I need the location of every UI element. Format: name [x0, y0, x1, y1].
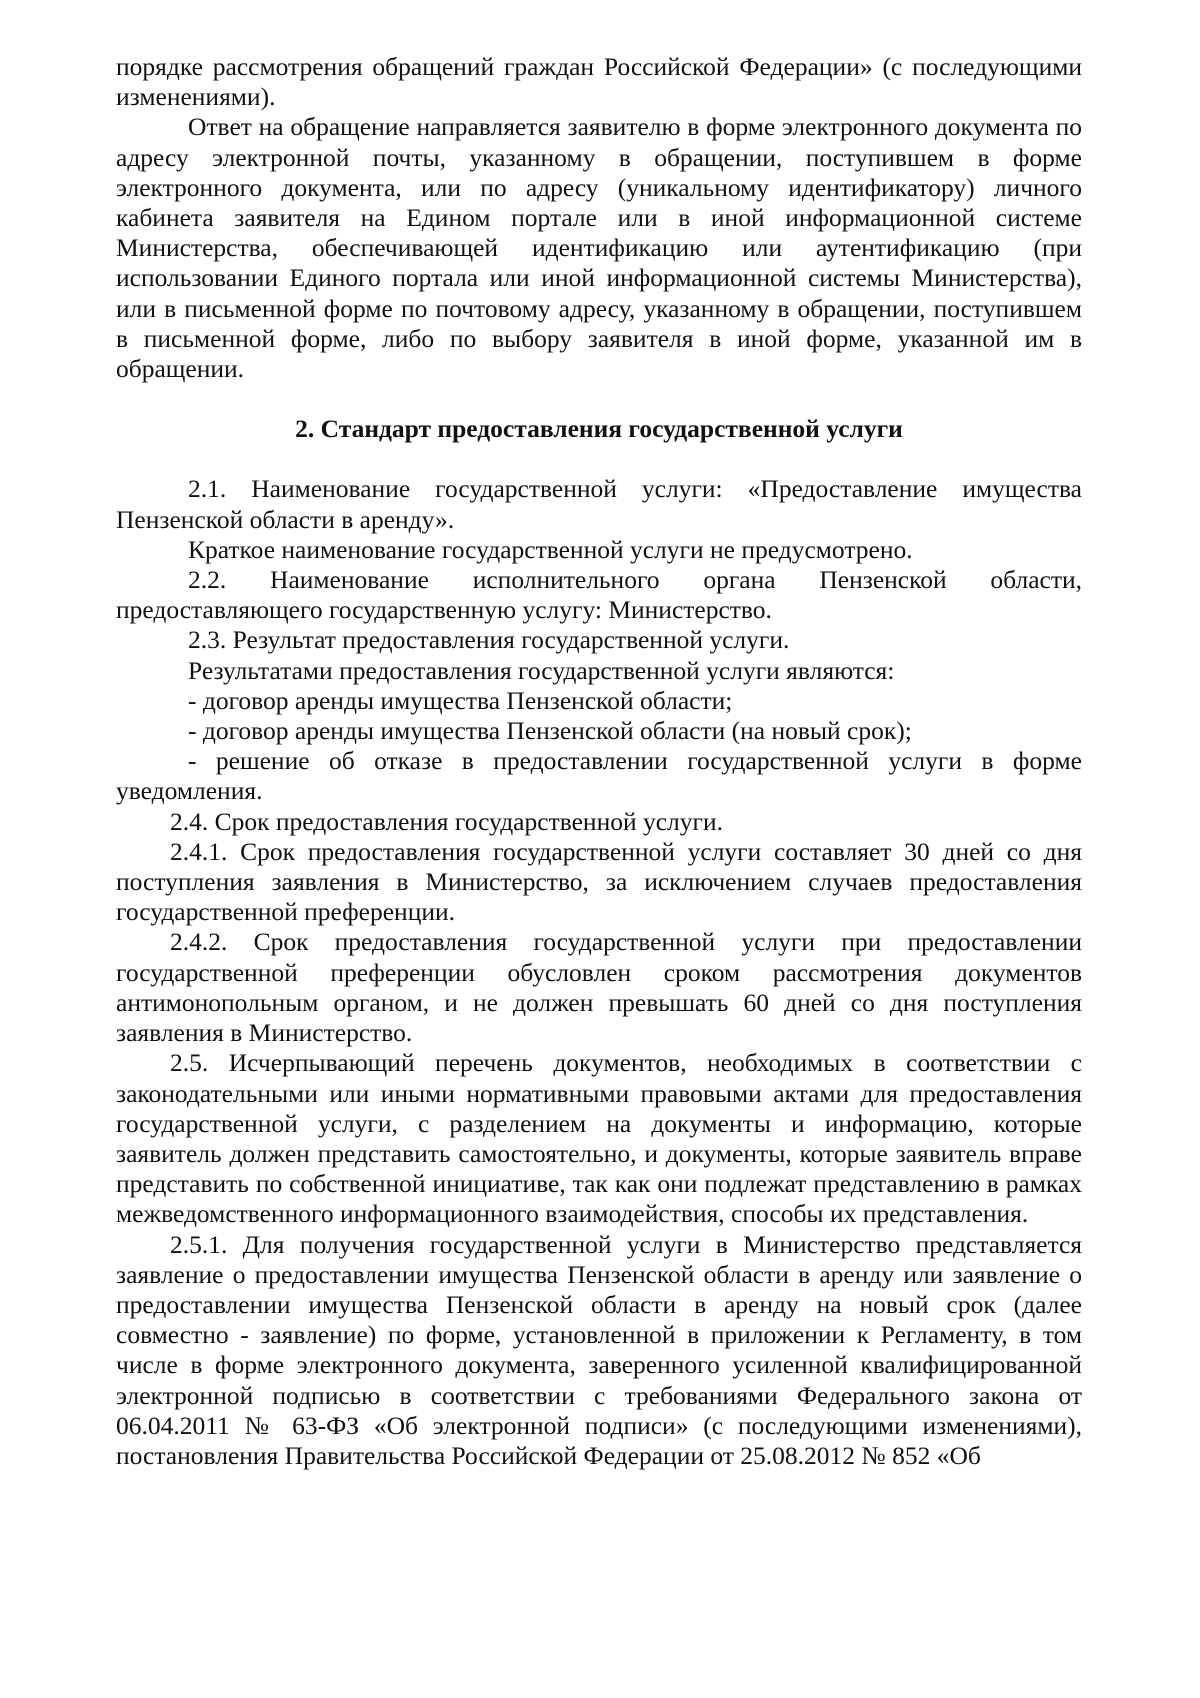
paragraph-2-5-1: 2.5.1. Для получения государственной услуги в Министерство представляется заявление о предоставлении имущества Пензенской области в аренду или заявление о предоставлении имущества Пензенской области в аренду на новый срок (далее совместно - заявление) по форме, установленной в приложении к Регламенту, в том числе в форме электронного документа, заверенного усиленной квалифицированной электронной подписью в соответствии с требованиями Федерального закона от 06.04.2011 № 63-ФЗ «Об электронной подписи» (с последующими изменениями), постановления Правительства Российской Федерации от 25.08.2012 № 852 «Об [116, 1229, 1082, 1470]
document-page [116, 52, 1082, 1471]
paragraph-2-4-1: 2.4.1. Срок предоставления государственной услуги составляет 30 дней со дня поступления заявления в Министерство, за исключением случаев предоставления государственной преференции. [116, 836, 1082, 927]
list-item-refusal-decision: - решение об отказе в предоставлении государственной услуги в форме уведомления. [116, 746, 1082, 806]
paragraph-2-3: 2.3. Результат предоставления государственной услуги. [188, 625, 790, 655]
paragraph-2-4: 2.4. Срок предоставления государственной услуги. [170, 806, 724, 836]
paragraph-response-delivery: Ответ на обращение направляется заявителю в форме электронного документа по адресу электронной почты, указанному в обращении, поступившем в форме электронного документа, или по адресу (уникальному идентификатору) личного кабинета заявителя на Едином портале или в иной информационной системе Министерства, обеспечивающей идентификацию или аутентификацию (при использовании Единого портала или иной информационной системы Министерства), или в письменной форме по почтовому адресу, указанному в обращении, поступившем в письменной форме, либо по выбору заявителя в иной форме, указанной им в обращении. [116, 112, 1082, 384]
list-item-lease-contract-new-term: - договор аренды имущества Пензенской области (на новый срок); [188, 716, 912, 746]
paragraph-short-name: Краткое наименование государственной услуги не предусмотрено. [188, 534, 913, 564]
paragraph-2-5: 2.5. Исчерпывающий перечень документов, необходимых в соответствии с законодательными или иными нормативными правовыми актами для предоставления государственной услуги, с разделением на документы и информацию, которые заявитель должен представить самостоятельно, и документы, которые заявитель вправе представить по собственной инициативе, так как они подлежат представлению в рамках межведомственного информационного взаимодействия, способы их представления. [116, 1048, 1082, 1229]
list-item-lease-contract: - договор аренды имущества Пензенской области; [188, 685, 733, 715]
paragraph-2-4-2: 2.4.2. Срок предоставления государственной услуги при предоставлении государственной преференции обусловлен сроком рассмотрения документов антимонопольным органом, и не должен превышать 60 дней со дня поступления заявления в Министерство. [116, 927, 1082, 1048]
paragraph-2-2: 2.2. Наименование исполнительного органа Пензенской области, предоставляющего государственную услугу: Министерство. [116, 565, 1082, 625]
paragraph-results-intro: Результатами предоставления государственной услуги являются: [188, 655, 895, 685]
section-heading: 2. Стандарт предоставления государственной услуги [295, 414, 903, 444]
paragraph-2-1: 2.1. Наименование государственной услуги: «Предоставление имущества Пензенской области в аренду». [116, 474, 1082, 534]
paragraph-continuation: порядке рассмотрения обращений граждан Российской Федерации» (с последующими изменениями). [116, 52, 1082, 112]
